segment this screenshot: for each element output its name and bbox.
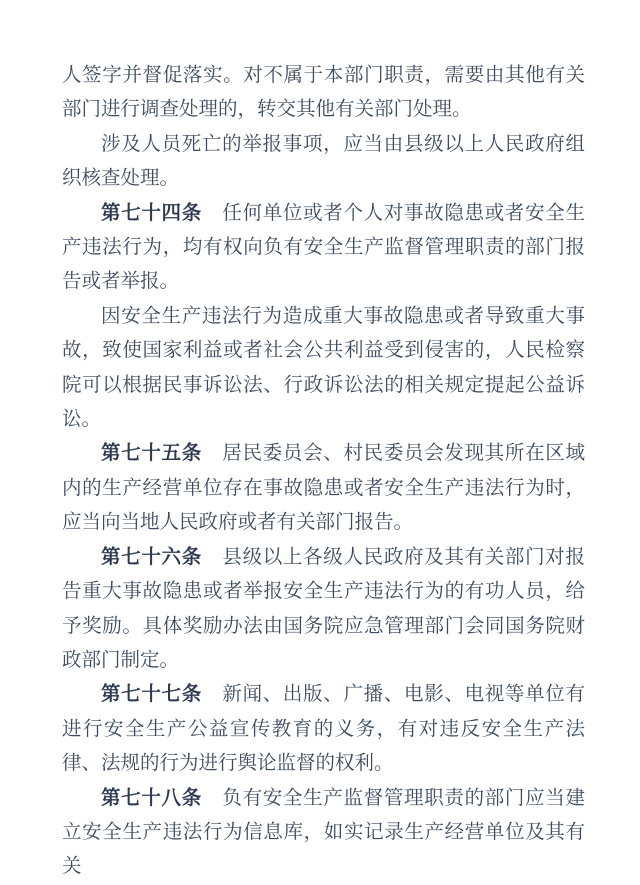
article-paragraph bbox=[62, 782, 585, 885]
article-number: 第七十五条 bbox=[101, 443, 202, 465]
paragraph-text: 任何单位或者个人对事故隐患或者安全生产违法行为，均有权向负有安全生产监督管理职责的部门报告或者举报。 bbox=[62, 202, 585, 293]
article-number: 第七十七条 bbox=[101, 684, 202, 706]
article-paragraph bbox=[62, 197, 585, 300]
paragraph-text: 新闻、出版、广播、电影、电视等单位有进行安全生产公益宣传教育的义务，有对违反安全生产法律、法规的行为进行舆论监督的权利。 bbox=[62, 684, 585, 775]
paragraph-text: 县级以上各级人民政府及其有关部门对报告重大事故隐患或者举报安全生产违法行为的有功人员，给予奖励。具体奖励办法由国务院应急管理部门会同国务院财政部门制定。 bbox=[62, 546, 585, 671]
article-paragraph bbox=[62, 541, 585, 679]
paragraph-text: 涉及人员死亡的举报事项，应当由县级以上人民政府组织核查处理。 bbox=[62, 133, 585, 190]
paragraph bbox=[62, 128, 585, 197]
paragraph-text: 因安全生产违法行为造成重大事故隐患或者导致重大事故，致使国家利益或者社会公共利益受到侵害的，人民检察院可以根据民事诉讼法、行政诉讼法的相关规定提起公益诉讼。 bbox=[62, 305, 585, 431]
article-paragraph bbox=[62, 678, 585, 781]
article-number: 第七十八条 bbox=[101, 787, 202, 809]
paragraph-text: 居民委员会、村民委员会发现其所在区域内的生产经营单位存在事故隐患或者安全生产违法行为时，应当向当地人民政府或者有关部门报告。 bbox=[62, 443, 585, 534]
paragraph bbox=[62, 59, 585, 128]
article-number: 第七十六条 bbox=[101, 546, 202, 568]
paragraph-text: 负有安全生产监督管理职责的部门应当建立安全生产违法行为信息库，如实记录生产经营单位及其有关 bbox=[62, 787, 585, 878]
article-number: 第七十四条 bbox=[101, 202, 202, 224]
article-paragraph bbox=[62, 437, 585, 540]
paragraph bbox=[62, 300, 585, 438]
paragraph-text: 人签字并督促落实。对不属于本部门职责，需要由其他有关部门进行调查处理的，转交其他有关部门处理。 bbox=[62, 65, 585, 121]
